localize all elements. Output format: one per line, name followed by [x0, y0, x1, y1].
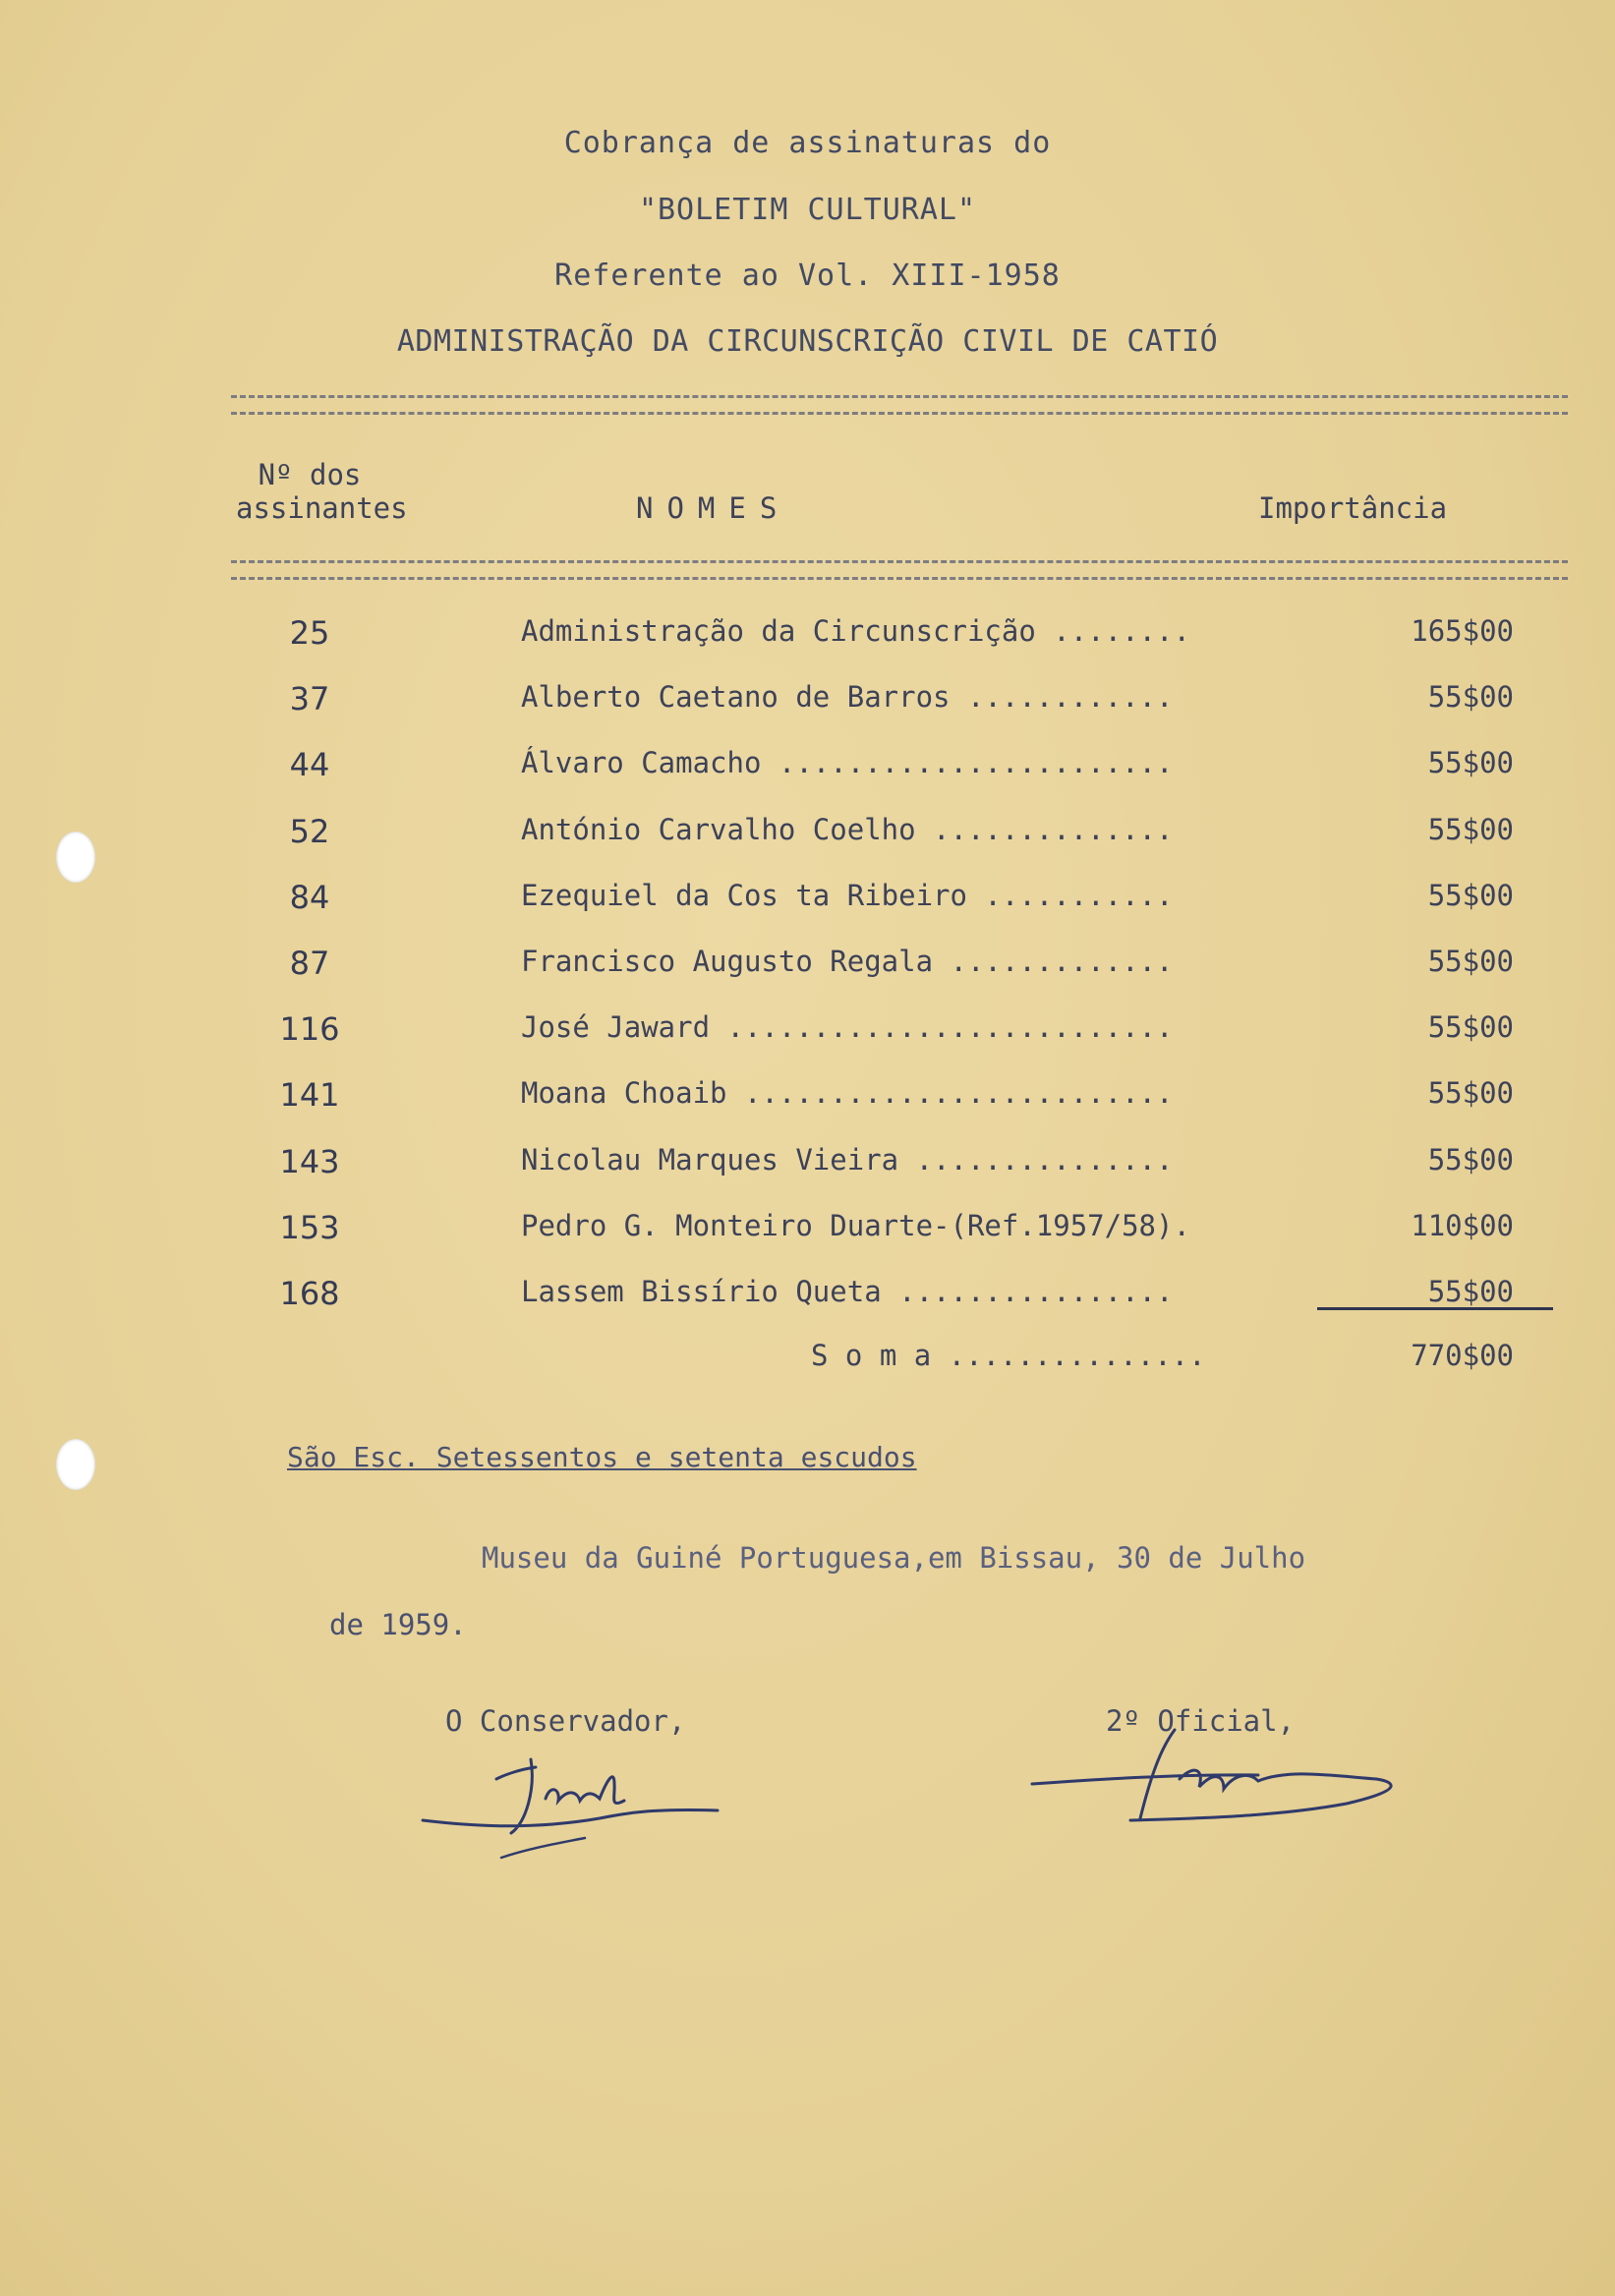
- column-header-number: [236, 458, 408, 525]
- subscriber-number: 153: [279, 1209, 340, 1246]
- subscriber-amount: 55$00: [1427, 1010, 1514, 1044]
- subscriber-amount: 165$00: [1411, 614, 1514, 648]
- subscriber-amount: 55$00: [1427, 945, 1514, 978]
- subscriber-name: Moana Choaib .........................: [521, 1076, 1174, 1110]
- subscriber-number: 143: [279, 1143, 340, 1180]
- amount-underline: [1317, 1307, 1553, 1310]
- subscriber-number: 141: [279, 1076, 340, 1114]
- place-date-line-2: de 1959.: [329, 1608, 467, 1641]
- signature-oficial: [1022, 1710, 1415, 1848]
- table-row: [0, 1076, 1615, 1125]
- header-line-4: ADMINISTRAÇÃO DA CIRCUNSCRIÇÃO CIVIL DE CATIÓ: [396, 324, 1219, 359]
- subscriber-number: 37: [289, 680, 330, 718]
- subscriber-name: Nicolau Marques Vieira ...............: [521, 1143, 1174, 1177]
- table-row: [0, 945, 1615, 994]
- amount-in-words: São Esc. Setessentos e setenta escudos: [287, 1441, 917, 1473]
- column-header-names: NOMES: [636, 491, 791, 525]
- table-row: [0, 680, 1615, 729]
- subscriber-name: Ezequiel da Cos ta Ribeiro ...........: [521, 879, 1174, 912]
- subscriber-name: Alberto Caetano de Barros ............: [521, 680, 1174, 714]
- subscriber-amount: 55$00: [1427, 1143, 1514, 1177]
- subscriber-number: 168: [279, 1275, 340, 1312]
- subscriber-amount: 55$00: [1427, 1275, 1514, 1308]
- subscriber-number: 87: [289, 945, 330, 982]
- subscriber-number: 84: [289, 879, 330, 916]
- separator-header: [231, 560, 1568, 580]
- total-amount: 770$00: [1411, 1339, 1514, 1372]
- column-header-number-line1: Nº dos: [258, 458, 362, 491]
- subscriber-name: António Carvalho Coelho ..............: [521, 813, 1174, 846]
- subscriber-name: José Jaward ..........................: [521, 1010, 1174, 1044]
- table-row: [0, 1143, 1615, 1192]
- total-label: S o m a ...............: [811, 1339, 1206, 1372]
- header-line-1: Cobrança de assinaturas do: [563, 126, 1052, 160]
- column-header-amount: Importância: [1258, 491, 1448, 525]
- subscriber-amount: 55$00: [1427, 813, 1514, 846]
- subscriber-number: 25: [289, 614, 330, 652]
- subscriber-number: 116: [279, 1010, 340, 1048]
- separator-top: [231, 395, 1568, 415]
- subscriber-name: Francisco Augusto Regala .............: [521, 945, 1174, 978]
- subscriber-name: Administração da Circunscrição ........: [521, 614, 1190, 648]
- total-row: [0, 1339, 1615, 1388]
- subscriber-name: Lassem Bissírio Queta ................: [521, 1275, 1174, 1308]
- subscriber-name: Álvaro Camacho .......................: [521, 746, 1174, 779]
- table-row: [0, 614, 1615, 663]
- place-date-line-1: Museu da Guiné Portuguesa,em Bissau, 30 de Julho: [482, 1541, 1306, 1575]
- subscriber-name: Pedro G. Monteiro Duarte-(Ref.1957/58).: [521, 1209, 1190, 1242]
- column-header-number-line2: assinantes: [236, 491, 408, 525]
- signature-conservador: [413, 1740, 737, 1867]
- table-row: [0, 1275, 1615, 1324]
- subscriber-amount: 55$00: [1427, 680, 1514, 714]
- table-row: [0, 1209, 1615, 1258]
- subscriber-amount: 110$00: [1411, 1209, 1514, 1242]
- signature-label-oficial: 2º Oficial,: [1106, 1704, 1296, 1738]
- header-line-2: "BOLETIM CULTURAL": [638, 193, 977, 227]
- subscriber-amount: 55$00: [1427, 1076, 1514, 1110]
- subscriber-number: 44: [289, 746, 330, 783]
- table-row: [0, 746, 1615, 795]
- subscriber-amount: 55$00: [1427, 746, 1514, 779]
- subscriber-amount: 55$00: [1427, 879, 1514, 912]
- table-row: [0, 1010, 1615, 1060]
- signature-label-conservador: O Conservador,: [445, 1704, 686, 1738]
- table-row: [0, 879, 1615, 928]
- table-row: [0, 813, 1615, 862]
- header-line-3: Referente ao Vol. XIII-1958: [554, 258, 1061, 293]
- subscriber-number: 52: [289, 813, 330, 850]
- punch-hole-bottom: [56, 1439, 95, 1490]
